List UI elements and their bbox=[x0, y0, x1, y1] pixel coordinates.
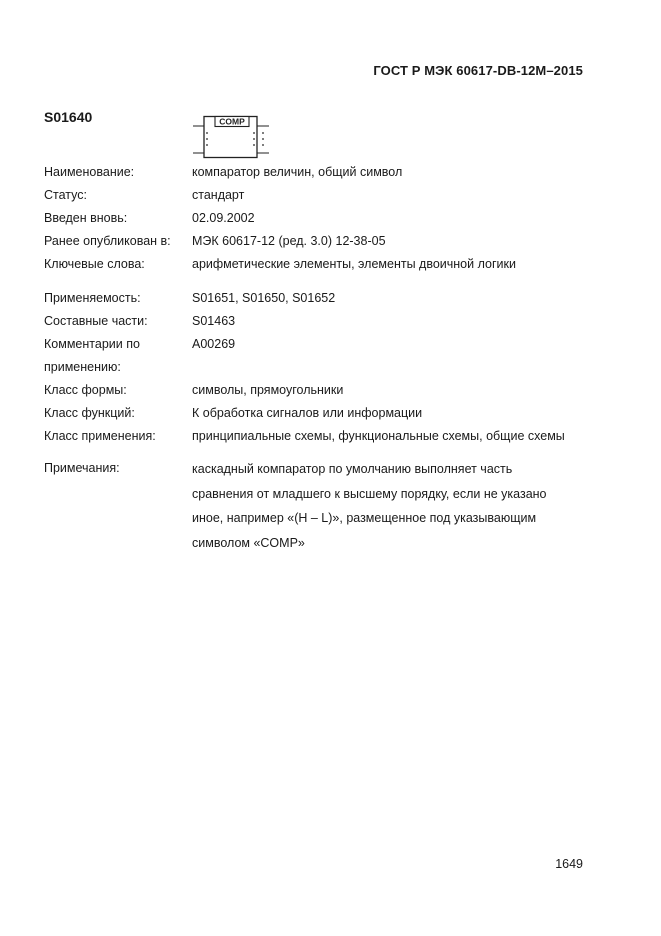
field-name-label: Наименование: bbox=[44, 165, 135, 179]
field-notes-line: сравнения от младшего к высшему порядку, если не указано bbox=[192, 486, 547, 501]
field-application-comments-label bbox=[44, 333, 140, 379]
field-keywords-value: арифметические элементы, элементы двоичной логики bbox=[192, 257, 516, 271]
field-shape-class-label: Класс формы: bbox=[44, 383, 127, 397]
field-notes-label: Примечания: bbox=[44, 461, 120, 475]
field-status-label: Статус: bbox=[44, 188, 87, 202]
field-applicability-value: S01651, S01650, S01652 bbox=[192, 291, 336, 305]
field-notes-line: иное, например «(H – L)», размещенное под указывающим bbox=[192, 511, 537, 525]
field-applicability-label: Применяемость: bbox=[44, 291, 141, 305]
field-notes-line: каскадный компаратор по умолчанию выполняет часть bbox=[192, 462, 513, 476]
field-notes-line: символом «COMP» bbox=[192, 535, 305, 550]
field-function-class-label: Класс функций: bbox=[44, 406, 135, 420]
field-previously-published-value: МЭК 60617-12 (ред. 3.0) 12-38-05 bbox=[192, 234, 386, 248]
field-application-class-value: принципиальные схемы, функциональные схемы, общие схемы bbox=[192, 429, 565, 443]
field-application-comments-label-line1: Комментарии по bbox=[44, 337, 140, 351]
field-keywords-label: Ключевые слова: bbox=[44, 257, 145, 271]
comparator-symbol-graphic bbox=[192, 115, 270, 159]
symbol-id: S01640 bbox=[44, 109, 93, 125]
field-name-value: компаратор величин, общий символ bbox=[192, 165, 403, 179]
field-previously-published-label: Ранее опубликован в: bbox=[44, 234, 171, 248]
field-introduced-value: 02.09.2002 bbox=[192, 211, 255, 225]
page-number: 1649 bbox=[555, 857, 583, 871]
field-status-value: стандарт bbox=[192, 188, 245, 202]
field-components-value: S01463 bbox=[192, 314, 236, 328]
field-shape-class-value: символы, прямоугольники bbox=[192, 383, 344, 397]
field-application-class-label: Класс применения: bbox=[44, 429, 156, 443]
field-application-comments-value: A00269 bbox=[192, 337, 236, 351]
field-function-class-value: К обработка сигналов или информации bbox=[192, 406, 423, 420]
field-components-label: Составные части: bbox=[44, 314, 148, 328]
field-application-comments-label-line2: применению: bbox=[44, 360, 121, 374]
field-notes-value bbox=[192, 457, 597, 555]
standard-header: ГОСТ Р МЭК 60617-DB-12M–2015 bbox=[373, 63, 583, 78]
field-introduced-label: Введен вновь: bbox=[44, 211, 128, 225]
symbol-graphic-label: COMP bbox=[219, 116, 245, 127]
